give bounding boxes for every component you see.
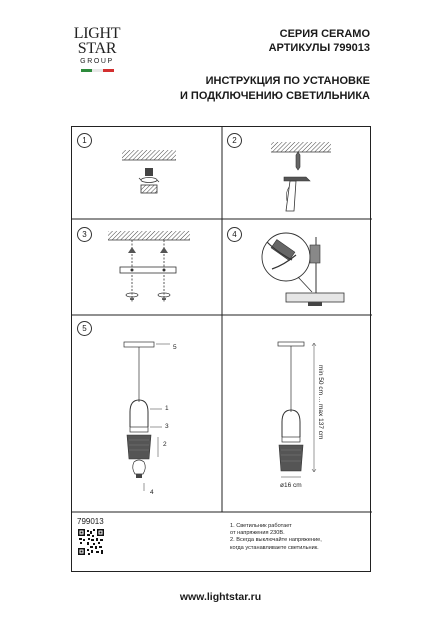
callout-3: 3: [165, 423, 169, 430]
logo-line3: GROUP: [80, 58, 114, 65]
website-link[interactable]: www.lightstar.ru: [179, 591, 262, 603]
note2-line1: 2. Всегда выключайте напряжение,: [230, 537, 322, 544]
step-number-5: 5: [77, 321, 92, 336]
step-number-3: 3: [77, 227, 92, 242]
brand-logo: [66, 26, 128, 72]
series-name: СЕРИЯ CERAMO: [279, 28, 370, 40]
step-number-1: 1: [77, 133, 92, 148]
callout-1: 1: [165, 405, 169, 412]
note1-line1: 1. Светильник работает: [230, 523, 292, 529]
note1-line2: от напряжения 230В.: [230, 530, 285, 537]
article-number: АРТИКУЛЫ 799013: [268, 42, 370, 54]
callout-4: 4: [150, 489, 154, 496]
title-line1: ИНСТРУКЦИЯ ПО УСТАНОВКЕ: [205, 75, 370, 87]
callout-5: 5: [173, 344, 177, 351]
height-range-label: min 50 cm ... max 137 cm: [317, 365, 324, 440]
note2-line2: когда устанавливаете светильник.: [230, 544, 319, 551]
product-header: [269, 27, 370, 55]
safety-notes: [230, 523, 322, 552]
callout-2: 2: [163, 441, 167, 448]
logo-line1: LIGHT: [73, 25, 121, 42]
step-number-4: 4: [227, 227, 242, 242]
instruction-grid: [71, 126, 371, 572]
step-number-2: 2: [227, 133, 242, 148]
diameter-label: ø16 cm: [280, 482, 302, 489]
qr-code-icon: [78, 529, 104, 555]
title-line2: И ПОДКЛЮЧЕНИЮ СВЕТИЛЬНИКА: [179, 89, 370, 102]
italian-flag-icon: [66, 69, 128, 72]
step5-illustration: [72, 127, 372, 512]
document-title: [180, 74, 370, 103]
article-code: 799013: [77, 517, 104, 526]
logo-line2: STAR: [77, 40, 117, 57]
